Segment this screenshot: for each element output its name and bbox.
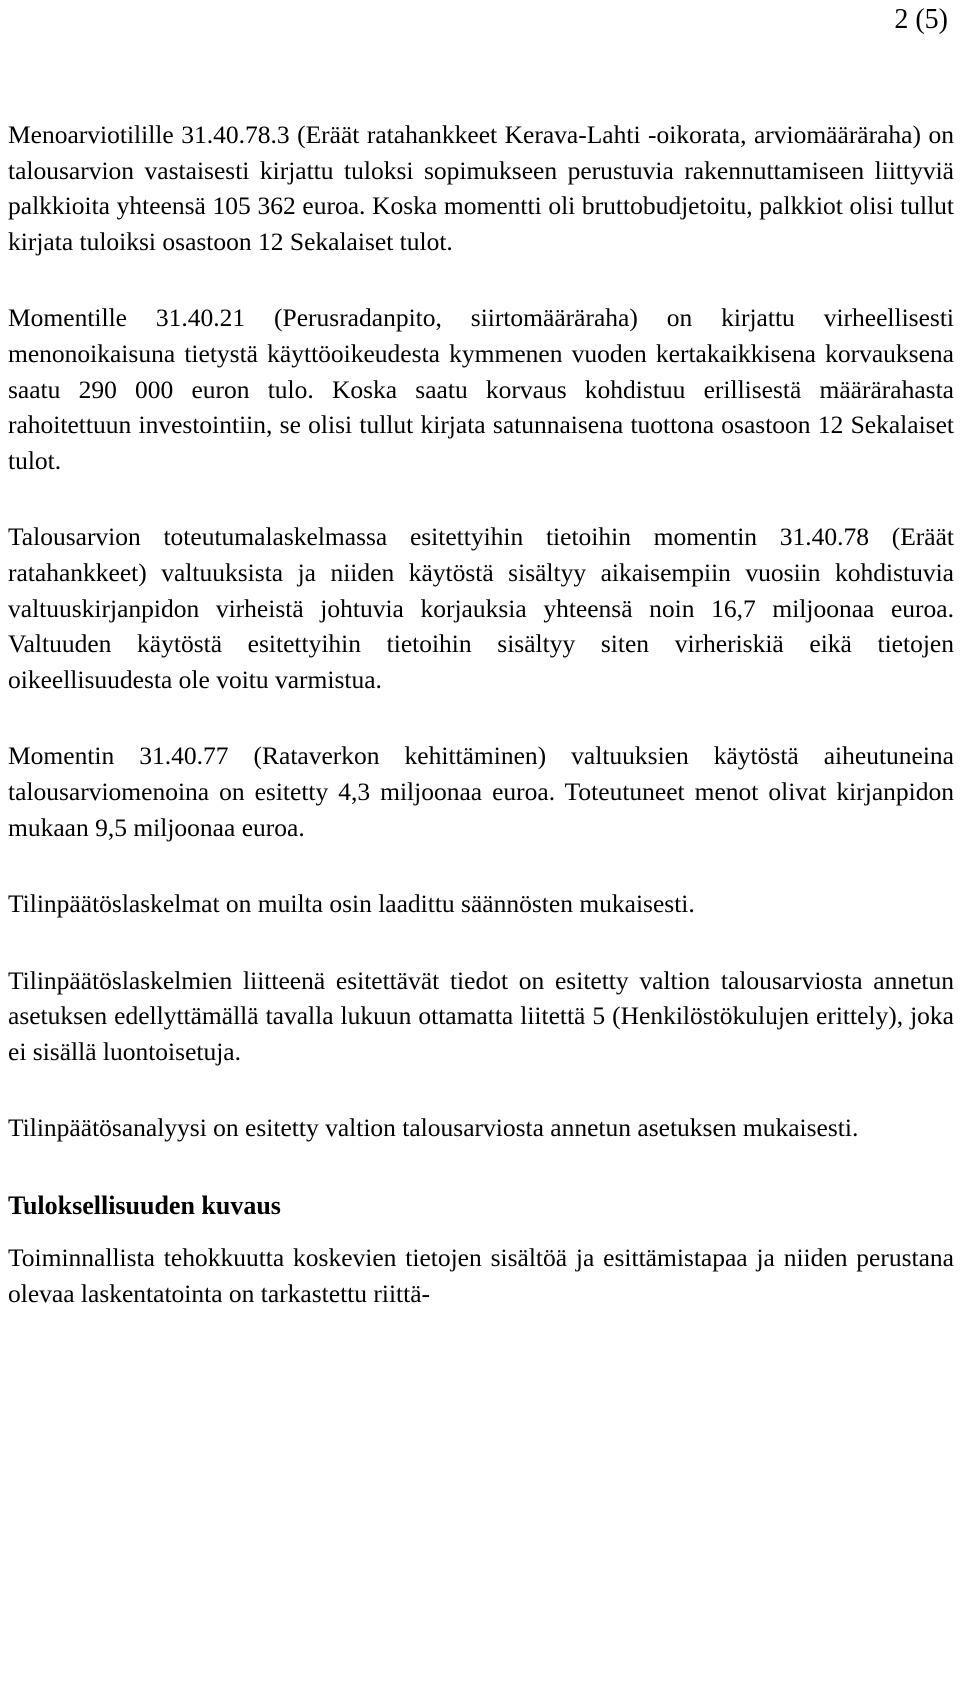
section-heading: Tuloksellisuuden kuvaus (8, 1191, 281, 1221)
paragraph-momentti-31-40-77: Momentin 31.40.77 (Rataverkon kehittäminen) valtuuksien käytöstä aiheutuneina talousarviomenoina on esitetty 4,3 miljoonaa euroa. Toteutuneet menot olivat kirjanpidon mukaan 9,5 miljoonaa euroa. (8, 741, 954, 842)
paragraph-tuloksellisuus-intro: Toiminnallista tehokkuutta koskevien tietojen sisältöä ja esittämistapaa ja niiden perustana olevaa laskentatointa on tarkastettu riittä- (8, 1243, 954, 1308)
paragraph-menoarviotili: Menoarviotilille 31.40.78.3 (Eräät ratahankkeet Kerava-Lahti -oikorata, arviomääräraha) on talousarvion vastaisesti kirjattu tuloksi sopimukseen perustuvia rakennuttamiseen liittyviä palkkioita yhteensä 105 362 euroa. Koska momentti oli bruttobudjetoitu, palkkiot olisi tullut kirjata tuloiksi osastoon 12 Sekalaiset tulot. (8, 120, 954, 256)
paragraph-tilinpaatoslaskelmat: Tilinpäätöslaskelmat on muilta osin laadittu säännösten mukaisesti. (8, 889, 695, 919)
paragraph-tilinpaatosanalyysi: Tilinpäätösanalyysi on esitetty valtion talousarviosta annetun asetuksen mukaisesti. (8, 1113, 859, 1143)
page-number: 2 (5) (894, 4, 948, 35)
paragraph-momentti-31-40-21: Momentille 31.40.21 (Perusradanpito, siirtomääräraha) on kirjattu virheellisesti menonoikaisuna tietystä käyttöoikeudesta kymmenen vuoden kertakaikkisena korvauksena saatu 290 000 euron tulo. Koska saatu korvaus kohdistuu erillisestä määrärahasta rahoitettuun investointiin, se olisi tullut kirjata satunnaisena tuottona osastoon 12 Sekalaiset tulot. (8, 303, 954, 475)
paragraph-liitetiedot: Tilinpäätöslaskelmien liitteenä esitettävät tiedot on esitetty valtion talousarviosta annetun asetuksen edellyttämällä tavalla lukuun ottamatta liitettä 5 (Henkilöstökulujen erittely), joka ei sisällä luontoisetuja. (8, 965, 954, 1066)
document-body (8, 117, 954, 1311)
paragraph-toteutumalaskelma: Talousarvion toteutumalaskelmassa esitettyihin tietoihin momentin 31.40.78 (Eräät ratahankkeet) valtuuksista ja niiden käytöstä sisältyy aikaisempiin vuosiin kohdistuvia valtuuskirjanpidon virheistä johtuvia korjauksia yhteensä noin 16,7 miljoonaa euroa. Valtuuden käytöstä esitettyihin tietoihin sisältyy siten virheriskiä eikä tietojen oikeellisuudesta ole voitu varmistua. (8, 522, 954, 694)
